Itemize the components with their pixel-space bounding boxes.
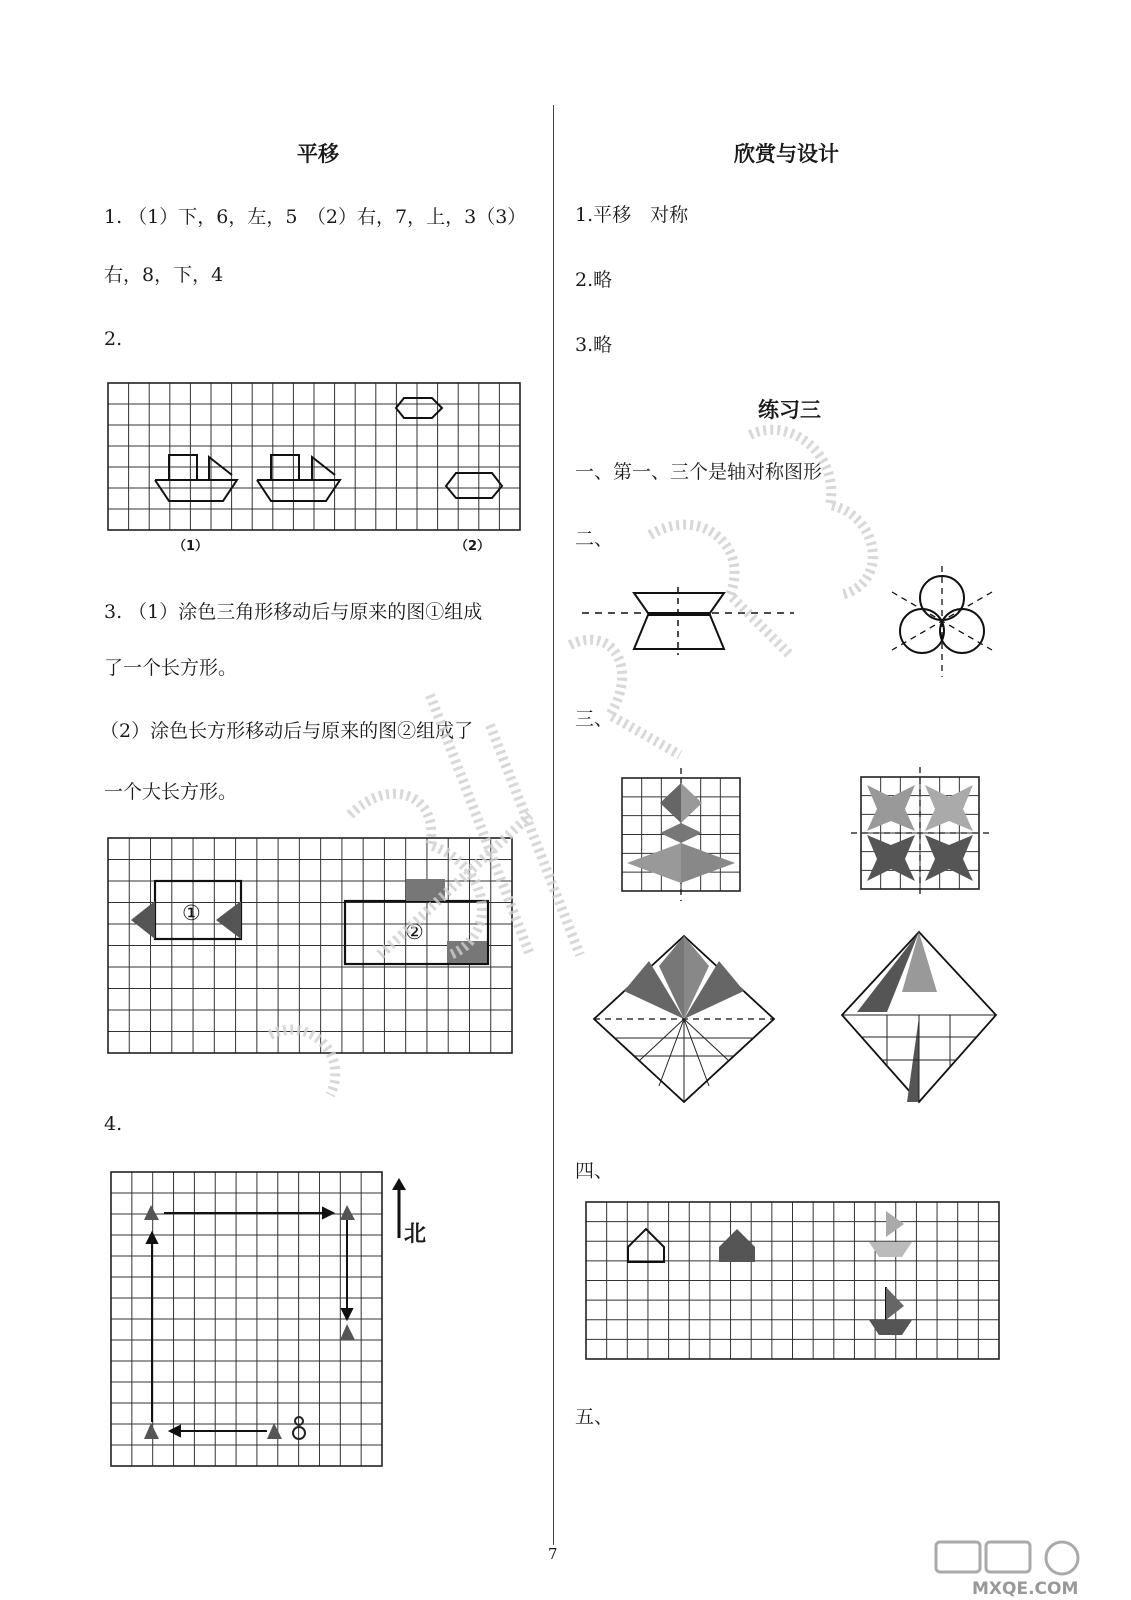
translation-grid-figure: [586, 1202, 999, 1359]
ex3-part-2: 二、: [575, 528, 614, 550]
r-answer-3: 3.略: [575, 334, 613, 356]
figure-2-mark: ②: [405, 920, 424, 944]
section-title-translation: 平移: [297, 141, 339, 166]
q2-label: 2.: [104, 328, 123, 350]
watermark-graphic: [230, 395, 930, 1145]
q4-label: 4.: [104, 1113, 123, 1135]
q4-grid-figure: [111, 1172, 382, 1466]
route-path: [147, 1208, 352, 1436]
q3-answer-line2: 了一个长方形。: [104, 657, 238, 679]
flag-shape: [886, 1211, 904, 1237]
q2-caption-1: （1）: [173, 539, 209, 554]
r-answer-2: 2.略: [575, 269, 613, 291]
site-logo-icon: [932, 1538, 1128, 1598]
section-title-exercise-3: 练习三: [758, 397, 821, 422]
boat-shape: [155, 455, 237, 501]
q3-answer-line1: 3. （1）涂色三角形移动后与原来的图①组成: [104, 601, 483, 623]
house-shape-shaded: [719, 1229, 755, 1262]
triangle-marker: [144, 1205, 355, 1439]
section-title-appreciation: 欣赏与设计: [734, 141, 839, 166]
q3-answer-line3: （2）涂色长方形移动后与原来的图②组成了: [100, 720, 474, 742]
q1-answer-line2: 右，8，下，4: [104, 264, 224, 286]
ex3-part-4: 四、: [575, 1160, 614, 1182]
ex3-part-5: 五、: [575, 1406, 614, 1428]
shaded-triangle: [131, 901, 155, 939]
page-number: 7: [548, 1545, 558, 1563]
ex3-part-3: 三、: [575, 708, 614, 730]
ex3-part-1: 一、第一、三个是轴对称图形: [575, 461, 823, 483]
svg-text:MXQE.COM: MXQE.COM: [972, 1579, 1079, 1599]
q3-answer-line4: 一个大长方形。: [104, 781, 238, 803]
r-answer-1: 1.平移 对称: [575, 204, 689, 226]
house-shape: [628, 1229, 664, 1262]
figure-1-mark: ①: [182, 901, 201, 925]
q2-caption-2: （2）: [455, 539, 491, 554]
north-label: 北: [404, 1222, 427, 1247]
q1-answer-line1: 1. （1）下，6，左，5 （2）右，7，上，3（3）: [104, 206, 527, 228]
